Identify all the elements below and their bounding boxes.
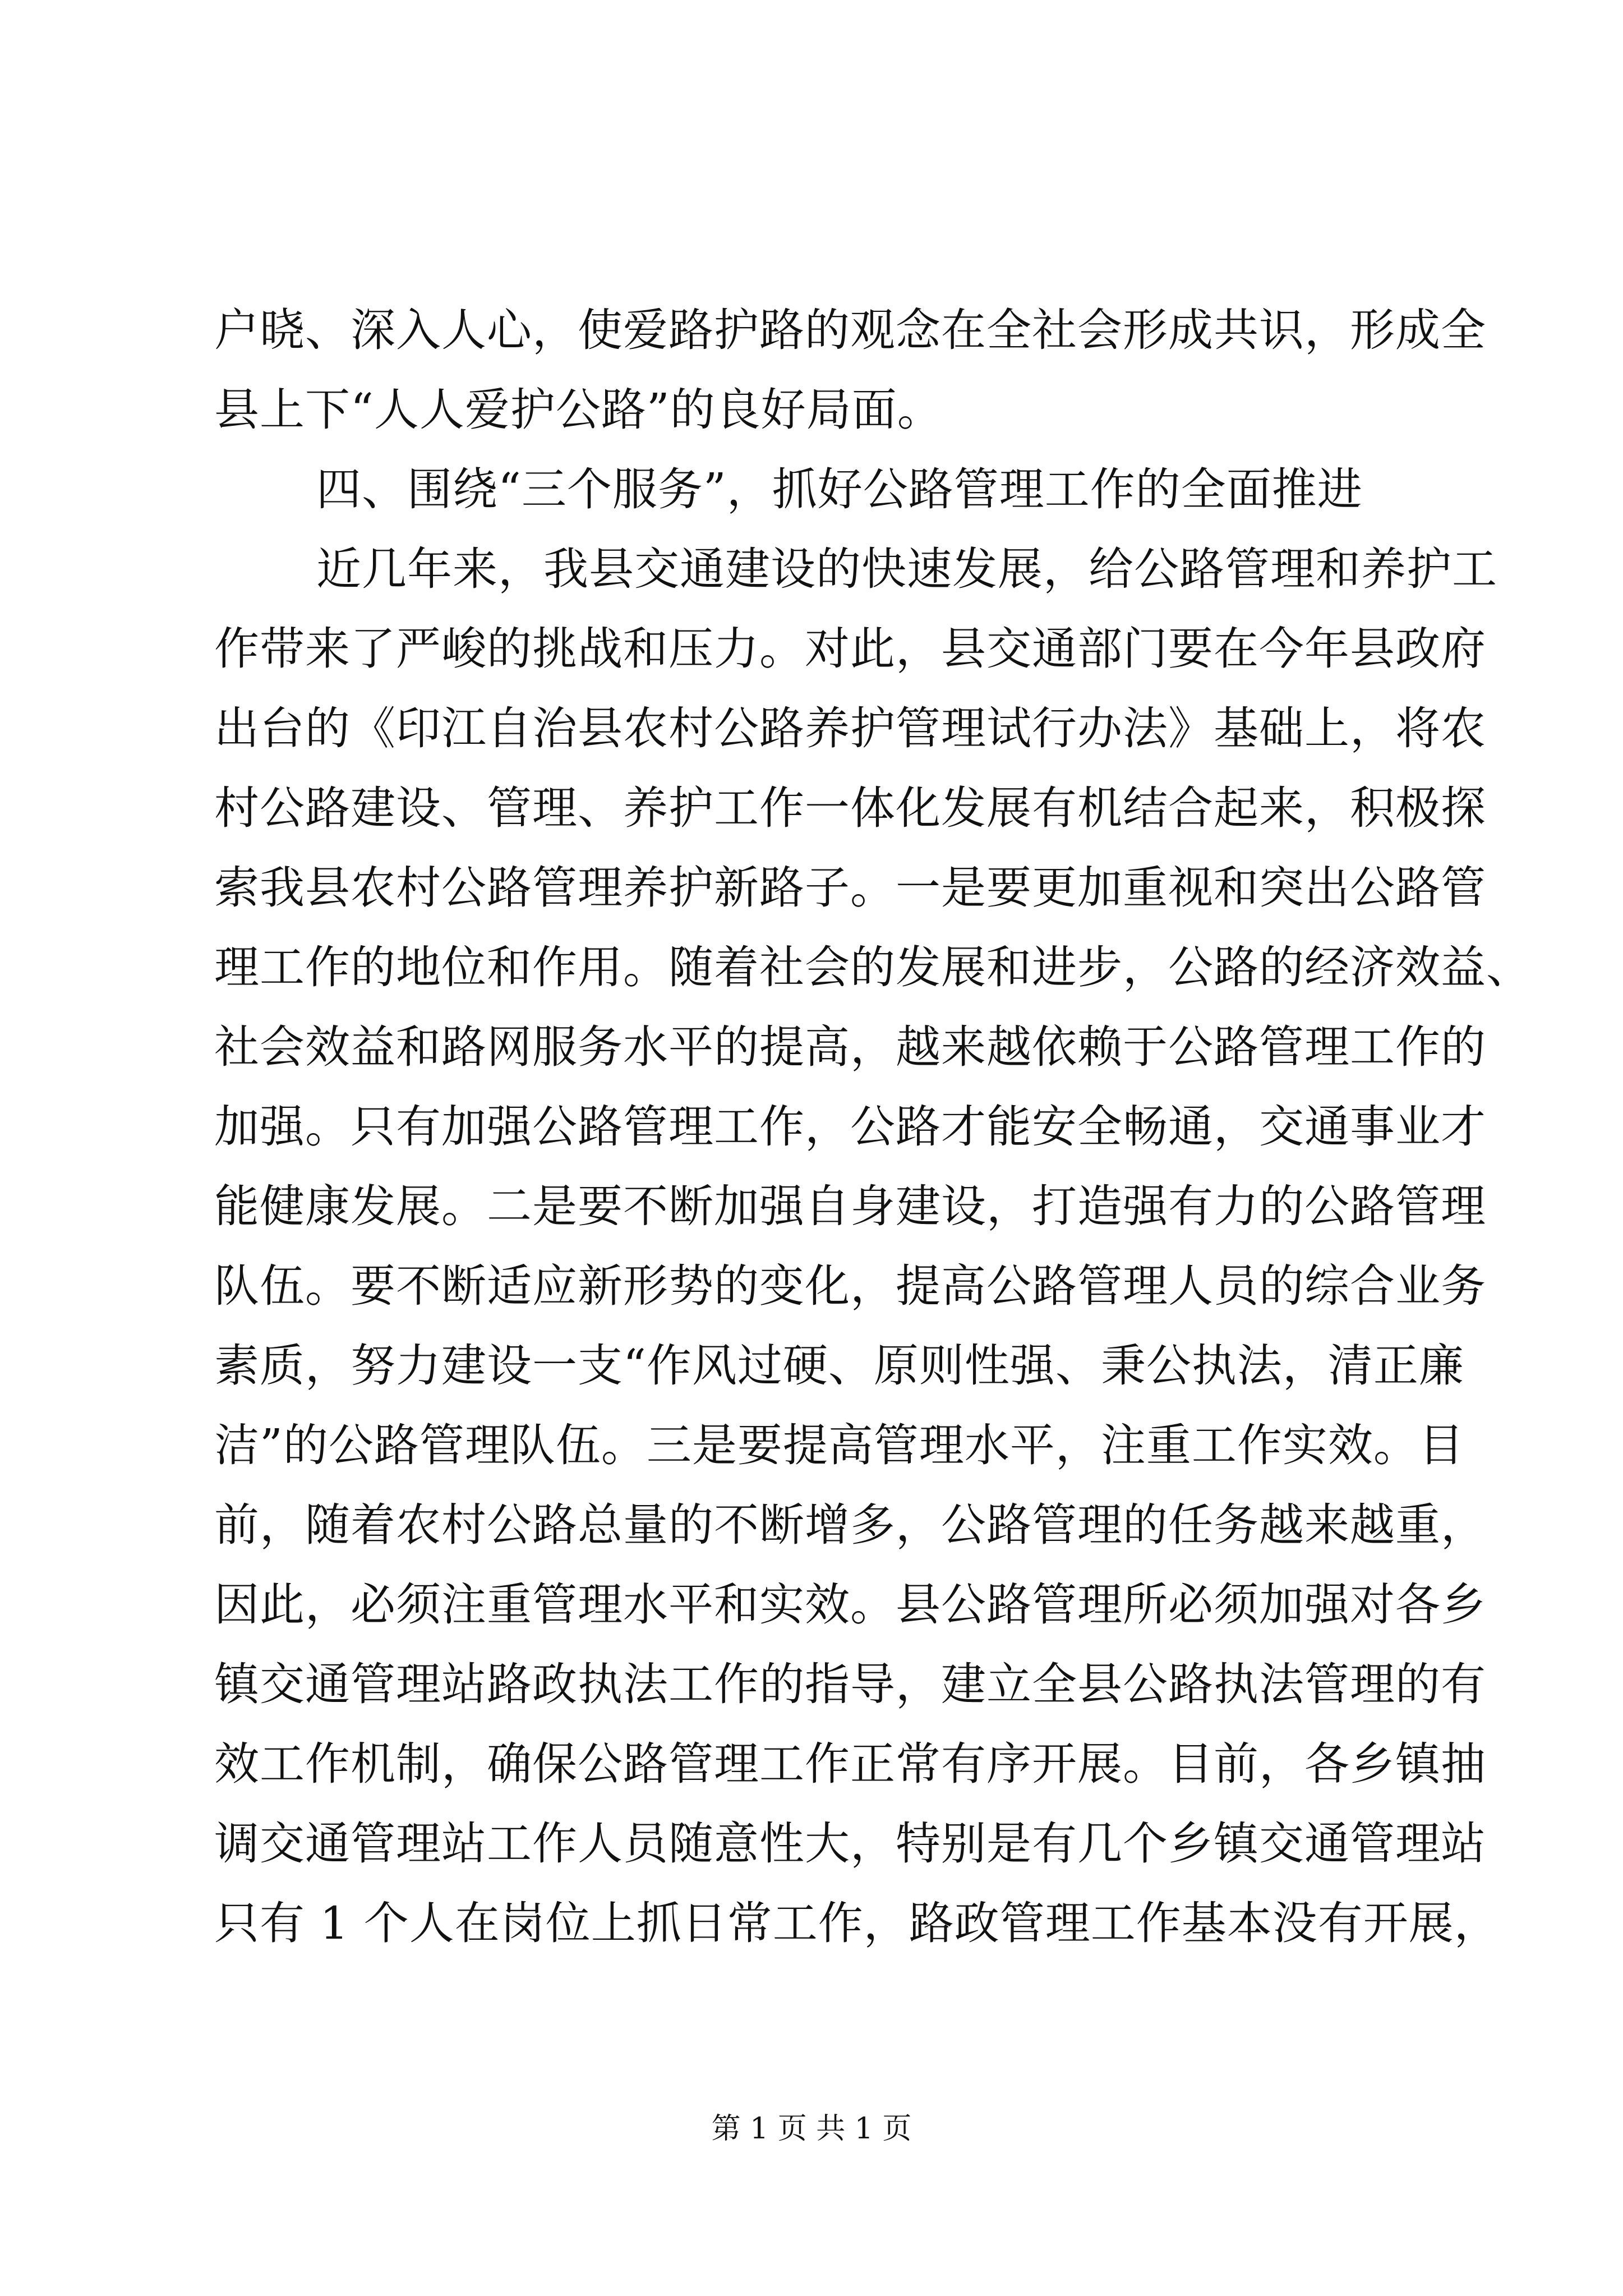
paragraph-line: 素质，努力建设一支“作风过硬、原则性强、秉公执法，清正廉 [214, 1340, 1464, 1392]
paragraph-line: 户晓、深入人心，使爱路护路的观念在全社会形成共识，形成全 [214, 304, 1486, 356]
paragraph-line: 出台的《印江自治县农村公路养护管理试行办法》基础上，将农 [214, 702, 1486, 754]
paragraph-line: 社会效益和路网服务水平的提高，越来越依赖于公路管理工作的 [214, 1021, 1486, 1073]
paragraph-line: 效工作机制，确保公路管理工作正常有序开展。目前，各乡镇抽 [214, 1738, 1486, 1790]
section-heading: 四、围绕“三个服务”，抓好公路管理工作的全面推进 [316, 463, 1363, 516]
paragraph-line: 镇交通管理站路政执法工作的指导，建立全县公路执法管理的有 [214, 1658, 1486, 1710]
paragraph-line: 理工作的地位和作用。随着社会的发展和进步，公路的经济效益、 [214, 941, 1532, 993]
paragraph-line: 洁”的公路管理队伍。三是要提高管理水平，注重工作实效。目 [214, 1419, 1464, 1471]
paragraph-line: 前，随着农村公路总量的不断增多，公路管理的任务越来越重， [214, 1499, 1486, 1551]
paragraph-line: 只有 1 个人在岗位上抓日常工作，路政管理工作基本没有开展， [214, 1897, 1500, 1949]
paragraph-line: 能健康发展。二是要不断加强自身建设，打造强有力的公路管理 [214, 1180, 1486, 1232]
paragraph-line: 队伍。要不断适应新形势的变化，提高公路管理人员的综合业务 [214, 1260, 1486, 1312]
paragraph-line: 调交通管理站工作人员随意性大，特别是有几个乡镇交通管理站 [214, 1818, 1486, 1870]
body-text [214, 291, 1532, 1963]
paragraph-line: 加强。只有加强公路管理工作，公路才能安全畅通，交通事业才 [214, 1101, 1486, 1153]
page-footer: 第 1 页 共 1 页 [711, 2112, 912, 2146]
paragraph-line: 村公路建设、管理、养护工作一体化发展有机结合起来，积极探 [214, 782, 1486, 834]
paragraph-line: 近几年来，我县交通建设的快速发展，给公路管理和养护工 [316, 543, 1497, 595]
paragraph-line: 县上下“人人爱护公路”的良好局面。 [214, 384, 943, 436]
paragraph-line: 因此，必须注重管理水平和实效。县公路管理所必须加强对各乡 [214, 1579, 1486, 1631]
paragraph-line: 索我县农村公路管理养护新路子。一是要更加重视和突出公路管 [214, 862, 1486, 914]
paragraph-line: 作带来了严峻的挑战和压力。对此，县交通部门要在今年县政府 [214, 623, 1486, 675]
